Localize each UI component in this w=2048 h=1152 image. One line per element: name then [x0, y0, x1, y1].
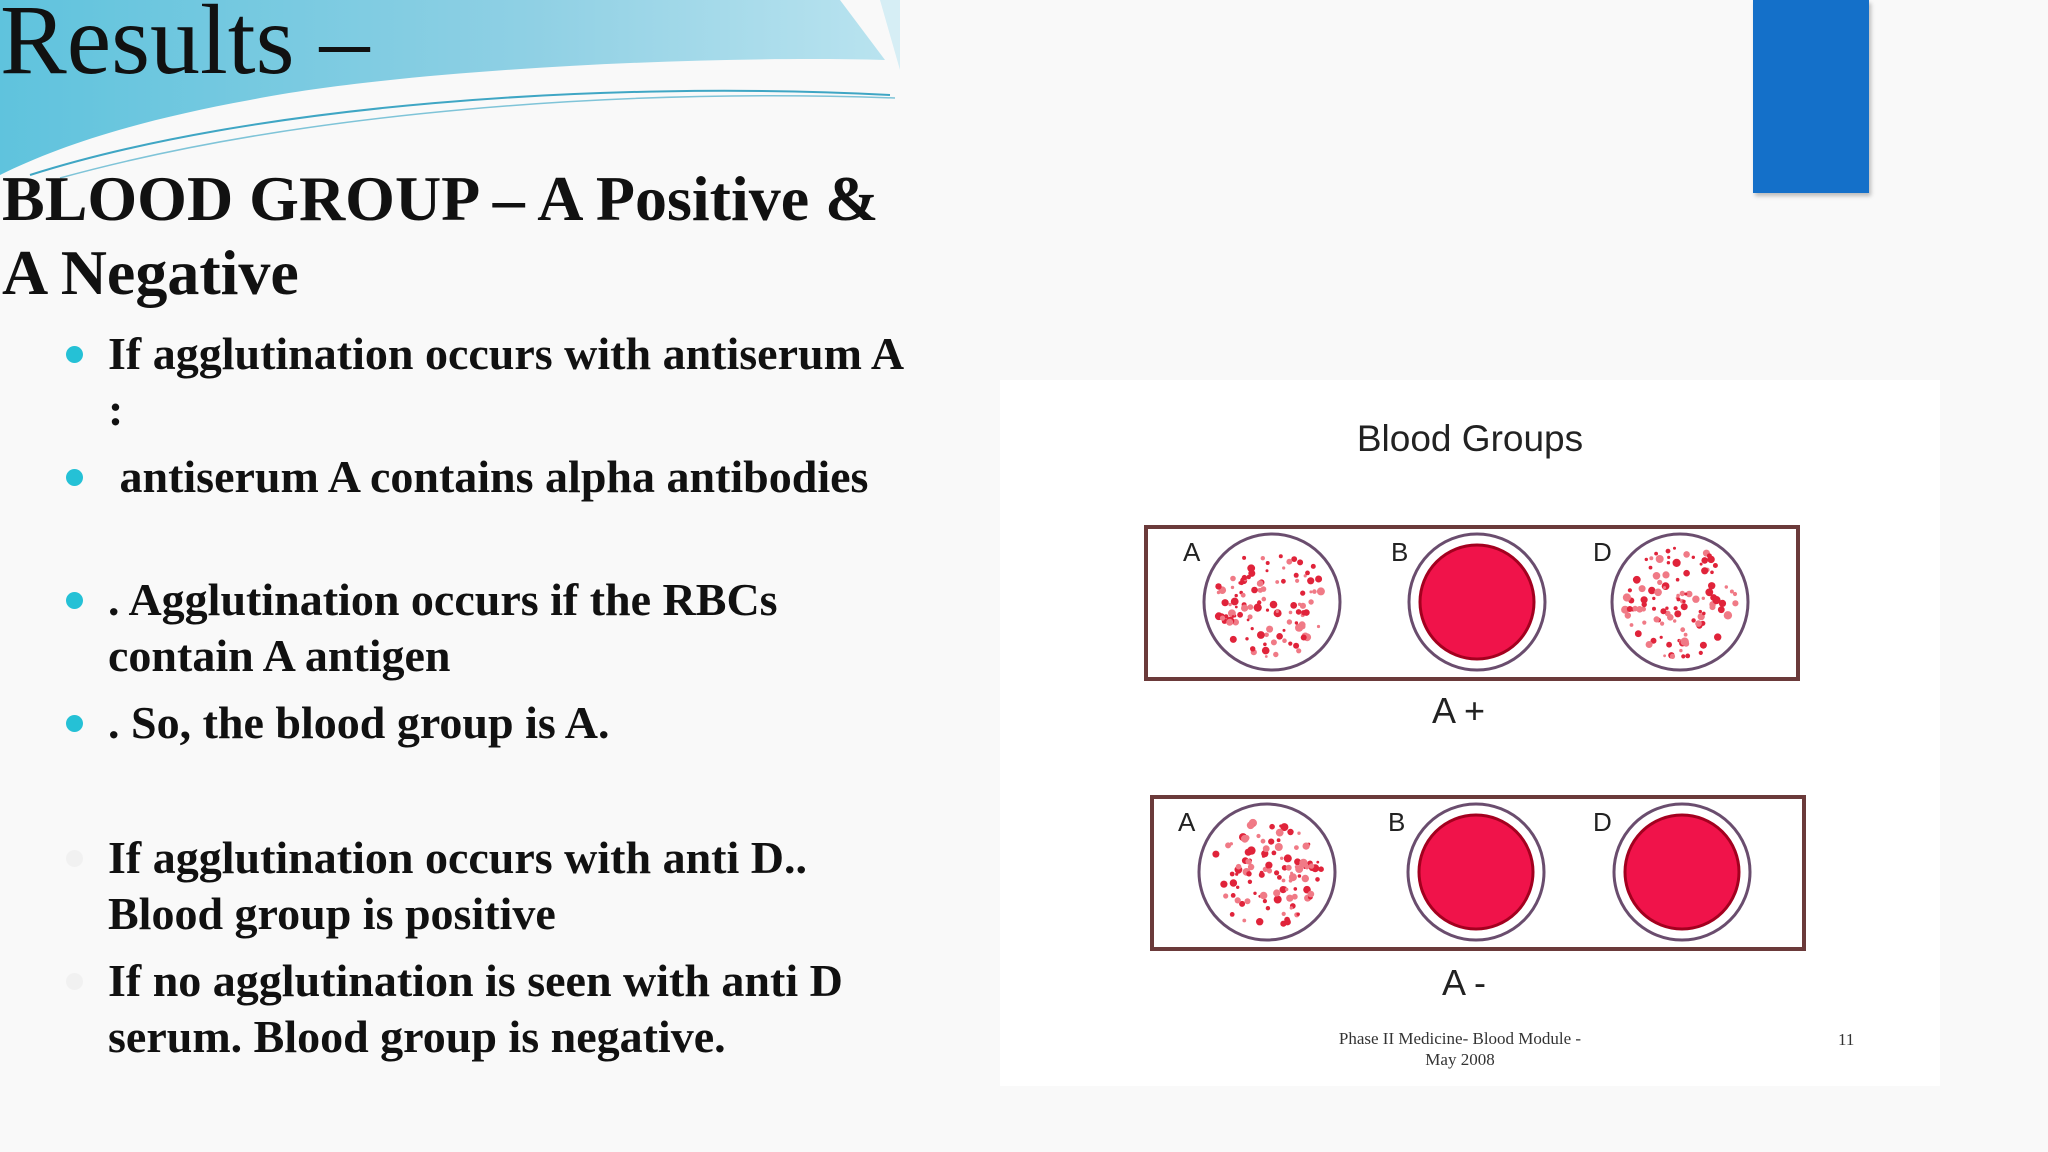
- agglutination-clump: [1256, 834, 1260, 838]
- agglutination-clump: [1289, 873, 1297, 881]
- agglutination-clump: [1298, 603, 1301, 606]
- agglutination-clump: [1692, 596, 1699, 603]
- agglutination-clump: [1309, 590, 1312, 593]
- agglutination-clump: [1646, 641, 1653, 648]
- figure-footer: [1300, 1028, 1620, 1070]
- agglutination-clump: [1714, 633, 1721, 640]
- agglutination-clump: [1262, 647, 1270, 655]
- agglutination-clump: [1695, 620, 1702, 627]
- well-label: A: [1183, 537, 1201, 567]
- agglutination-clump: [1317, 587, 1325, 595]
- agglutination-clump: [1247, 619, 1250, 622]
- agglutination-clump: [1247, 575, 1251, 579]
- agglutination-clump: [1236, 864, 1242, 870]
- agglutination-clump: [1280, 888, 1283, 891]
- agglutination-clump: [1241, 605, 1248, 612]
- agglutination-clump: [1315, 576, 1322, 583]
- agglutination-clump: [1273, 889, 1280, 896]
- agglutination-clump: [1702, 597, 1705, 600]
- agglutination-clump: [1287, 619, 1292, 624]
- agglutination-clump: [1276, 829, 1284, 837]
- uniform-red-cells: [1419, 815, 1533, 929]
- agglutination-clump: [1665, 607, 1668, 610]
- agglutination-clump: [1246, 871, 1251, 876]
- agglutination-clump: [1299, 621, 1306, 628]
- agglutination-clump: [1283, 629, 1286, 632]
- agglutination-clump: [1732, 600, 1738, 606]
- agglutination-clump: [1702, 612, 1706, 616]
- agglutination-clump: [1724, 611, 1732, 619]
- agglutination-clump: [1290, 602, 1297, 609]
- agglutination-clump: [1299, 859, 1307, 867]
- agglutination-clump: [1315, 877, 1320, 882]
- agglutination-clump: [1242, 575, 1247, 580]
- bullet-dot-icon: [66, 973, 83, 990]
- agglutination-clump: [1725, 585, 1728, 588]
- agglutination-clump: [1294, 887, 1298, 891]
- agglutination-clump: [1277, 875, 1282, 880]
- agglutination-clump: [1245, 637, 1248, 640]
- agglutination-clump: [1257, 631, 1265, 639]
- agglutination-clump: [1261, 839, 1266, 844]
- agglutination-clump: [1269, 824, 1275, 830]
- agglutination-clump: [1265, 862, 1272, 869]
- agglutination-clump: [1279, 554, 1283, 558]
- agglutination-clump: [1296, 609, 1302, 615]
- agglutination-clump: [1215, 583, 1221, 589]
- agglutination-clump: [1256, 918, 1263, 925]
- agglutination-clump: [1230, 912, 1235, 917]
- agglutination-clump: [1667, 556, 1670, 559]
- agglutination-clump: [1230, 636, 1237, 643]
- agglutination-clump: [1667, 614, 1674, 621]
- agglutination-clump: [1266, 906, 1270, 910]
- agglutination-clump: [1222, 599, 1229, 606]
- footer-line-2: May 2008: [1425, 1050, 1495, 1069]
- agglutination-clump: [1645, 558, 1648, 561]
- agglutination-clump: [1311, 564, 1316, 569]
- agglutination-clump: [1217, 591, 1220, 594]
- agglutination-clump: [1676, 578, 1680, 582]
- agglutination-clump: [1308, 891, 1315, 898]
- agglutination-clump: [1642, 602, 1647, 607]
- agglutination-clump: [1691, 618, 1695, 622]
- page-number: 11: [1838, 1030, 1855, 1049]
- agglutination-clump: [1251, 627, 1254, 630]
- agglutination-clump: [1237, 612, 1243, 618]
- agglutination-clump: [1242, 556, 1246, 560]
- agglutination-clump: [1701, 557, 1708, 564]
- agglutination-clump: [1294, 845, 1299, 850]
- agglutination-clump: [1232, 615, 1235, 618]
- agglutination-clump: [1630, 623, 1634, 627]
- agglutination-clump: [1286, 865, 1292, 871]
- bullet-dot-icon: [66, 850, 83, 867]
- slide-title: Results –: [0, 0, 370, 95]
- bullet-text: . Agglutination occurs if the RBCs contain A antigen: [108, 574, 778, 681]
- agglutination-clump: [1628, 588, 1632, 592]
- agglutination-clump: [1284, 919, 1291, 926]
- agglutination-clump: [1660, 622, 1664, 626]
- agglutination-clump: [1266, 561, 1270, 565]
- agglutination-clump: [1699, 651, 1703, 655]
- agglutination-clump: [1673, 559, 1681, 567]
- agglutination-clump: [1652, 597, 1655, 600]
- agglutination-clump: [1235, 897, 1241, 903]
- agglutination-clump: [1263, 899, 1267, 903]
- bullet-text: If agglutination occurs with antiserum A :: [108, 328, 902, 435]
- agglutination-clump: [1241, 593, 1246, 598]
- agglutination-clump: [1673, 619, 1676, 622]
- agglutination-clump: [1662, 571, 1669, 578]
- agglutination-clump: [1230, 872, 1235, 877]
- agglutination-clump: [1286, 559, 1292, 565]
- agglutination-clump: [1676, 594, 1680, 598]
- bullet-text: If no agglutination is seen with anti D serum. Blood group is negative.: [108, 955, 843, 1062]
- agglutination-clump: [1649, 566, 1653, 570]
- agglutination-clump: [1653, 572, 1661, 580]
- agglutination-clump: [1700, 563, 1703, 566]
- agglutination-clump: [1253, 892, 1256, 895]
- agglutination-clump: [1238, 581, 1241, 584]
- agglutination-clump: [1627, 606, 1633, 612]
- agglutination-clump: [1288, 642, 1292, 646]
- agglutination-clump: [1680, 591, 1685, 596]
- agglutination-clump: [1684, 593, 1687, 596]
- agglutination-clump: [1677, 597, 1681, 601]
- agglutination-clump: [1710, 571, 1714, 575]
- agglutination-clump: [1294, 573, 1299, 578]
- row-caption: A -: [1442, 962, 1487, 1003]
- agglutination-clump: [1257, 580, 1264, 587]
- agglutination-clump: [1654, 616, 1660, 622]
- agglutination-clump: [1300, 591, 1305, 596]
- agglutination-clump: [1271, 639, 1277, 645]
- agglutination-clump: [1223, 893, 1228, 898]
- uniform-red-cells: [1625, 815, 1739, 929]
- agglutination-clump: [1270, 601, 1278, 609]
- agglutination-clump: [1230, 576, 1236, 582]
- well-label: A: [1178, 807, 1196, 837]
- agglutination-clump: [1654, 589, 1662, 597]
- accent-bar: [1753, 0, 1869, 193]
- agglutination-clump: [1733, 592, 1737, 596]
- agglutination-clump: [1667, 561, 1670, 564]
- agglutination-clump: [1305, 571, 1310, 576]
- agglutination-clump: [1230, 842, 1233, 845]
- agglutination-clump: [1291, 556, 1297, 562]
- agglutination-clump: [1718, 606, 1725, 613]
- agglutination-clump: [1220, 616, 1225, 621]
- agglutination-clump: [1673, 547, 1676, 550]
- agglutination-clump: [1276, 610, 1279, 613]
- agglutination-clump: [1692, 556, 1695, 559]
- agglutination-clump: [1268, 839, 1274, 845]
- agglutination-clump: [1674, 610, 1681, 617]
- well-label: D: [1593, 537, 1612, 567]
- agglutination-clump: [1633, 576, 1641, 584]
- agglutination-clump: [1274, 870, 1279, 875]
- well-label: D: [1593, 807, 1612, 837]
- agglutination-clump: [1226, 619, 1233, 626]
- agglutination-clump: [1297, 832, 1300, 835]
- agglutination-clump: [1317, 625, 1320, 628]
- agglutination-clump: [1295, 579, 1299, 583]
- agglutination-clump: [1281, 579, 1286, 584]
- agglutination-clump: [1263, 845, 1270, 852]
- agglutination-clump: [1293, 643, 1299, 649]
- agglutination-clump: [1670, 654, 1675, 659]
- bullet-dot-icon: [66, 592, 83, 609]
- agglutination-clump: [1316, 861, 1319, 864]
- agglutination-clump: [1261, 556, 1265, 560]
- agglutination-clump: [1245, 898, 1251, 904]
- agglutination-clump: [1254, 604, 1262, 612]
- agglutination-clump: [1713, 563, 1718, 568]
- agglutination-clump: [1260, 892, 1268, 900]
- agglutination-clump: [1276, 633, 1283, 640]
- agglutination-clump: [1674, 606, 1678, 610]
- agglutination-clump: [1649, 556, 1653, 560]
- agglutination-clump: [1231, 893, 1236, 898]
- agglutination-clump: [1231, 598, 1239, 606]
- agglutination-clump: [1284, 854, 1292, 862]
- agglutination-clump: [1248, 864, 1254, 870]
- agglutination-clump: [1287, 829, 1293, 835]
- agglutination-clump: [1290, 906, 1293, 909]
- bullet-dot-icon: [66, 346, 83, 363]
- subtitle-line-2: A Negative: [2, 237, 299, 308]
- agglutination-clump: [1282, 566, 1285, 569]
- agglutination-clump: [1243, 835, 1249, 841]
- agglutination-clump: [1312, 589, 1317, 594]
- agglutination-clump: [1707, 556, 1714, 563]
- agglutination-clump: [1297, 559, 1303, 565]
- agglutination-clump: [1635, 630, 1642, 637]
- agglutination-clump: [1301, 610, 1306, 615]
- agglutination-clump: [1236, 886, 1239, 889]
- blood-groups-figure: [1000, 380, 1940, 1086]
- agglutination-clump: [1309, 863, 1314, 868]
- agglutination-clump: [1666, 642, 1672, 648]
- agglutination-clump: [1623, 593, 1631, 601]
- agglutination-clump: [1699, 610, 1702, 613]
- agglutination-clump: [1282, 638, 1287, 643]
- well-label: B: [1388, 807, 1406, 837]
- agglutination-clump: [1250, 646, 1255, 651]
- agglutination-clump: [1251, 587, 1258, 594]
- agglutination-clump: [1642, 621, 1646, 625]
- agglutination-clump: [1273, 652, 1278, 657]
- agglutination-clump: [1685, 654, 1690, 659]
- agglutination-clump: [1307, 577, 1314, 584]
- agglutination-clump: [1657, 580, 1662, 585]
- agglutination-clump: [1308, 599, 1313, 604]
- agglutination-clump: [1230, 879, 1237, 886]
- agglutination-clump: [1282, 879, 1286, 883]
- agglutination-clump: [1682, 600, 1685, 603]
- agglutination-clump: [1247, 846, 1255, 854]
- agglutination-clump: [1262, 597, 1267, 602]
- agglutination-clump: [1303, 843, 1310, 850]
- agglutination-clump: [1248, 880, 1252, 884]
- agglutination-clump: [1318, 866, 1324, 872]
- bullet-text: . So, the blood group is A.: [108, 697, 610, 748]
- footer-line-1: Phase II Medicine- Blood Module -: [1338, 1029, 1582, 1048]
- well-label: B: [1391, 537, 1409, 567]
- agglutination-clump: [1700, 642, 1707, 649]
- agglutination-clump: [1248, 604, 1254, 610]
- agglutination-clump: [1683, 551, 1690, 558]
- bullet-dot-icon: [66, 469, 83, 486]
- agglutination-clump: [1275, 580, 1279, 584]
- agglutination-clump: [1302, 875, 1309, 882]
- row-caption: A +: [1432, 690, 1486, 731]
- uniform-red-cells: [1420, 545, 1534, 659]
- subtitle-line-1: BLOOD GROUP – A Positive &: [2, 163, 879, 234]
- agglutination-clump: [1292, 894, 1298, 900]
- agglutination-clump: [1660, 636, 1663, 639]
- slide-subtitle: [2, 162, 902, 310]
- agglutination-clump: [1212, 851, 1219, 858]
- agglutination-clump: [1681, 654, 1685, 658]
- agglutination-clump: [1298, 874, 1302, 878]
- agglutination-clump: [1235, 873, 1238, 876]
- agglutination-clump: [1231, 586, 1234, 589]
- agglutination-clump: [1279, 825, 1282, 828]
- agglutination-clump: [1235, 594, 1238, 597]
- agglutination-clump: [1274, 896, 1282, 904]
- agglutination-clump: [1652, 607, 1656, 611]
- agglutination-clump: [1275, 843, 1283, 851]
- agglutination-clump: [1260, 871, 1264, 875]
- agglutination-clump: [1247, 822, 1255, 830]
- agglutination-clump: [1262, 855, 1265, 858]
- agglutination-clump: [1263, 643, 1267, 647]
- agglutination-clump: [1285, 888, 1288, 891]
- agglutination-clump: [1639, 585, 1646, 592]
- agglutination-clump: [1242, 919, 1246, 923]
- agglutination-clump: [1684, 633, 1688, 637]
- agglutination-clump: [1297, 913, 1300, 916]
- agglutination-clump: [1662, 582, 1670, 590]
- agglutination-clump: [1289, 611, 1293, 615]
- agglutination-clump: [1708, 582, 1715, 589]
- agglutination-clump: [1220, 881, 1227, 888]
- agglutination-clump: [1681, 603, 1688, 610]
- agglutination-clump: [1632, 606, 1638, 612]
- agglutination-clump: [1282, 912, 1286, 916]
- agglutination-clump: [1272, 851, 1277, 856]
- agglutination-clump: [1712, 596, 1720, 604]
- bullet-text: If agglutination occurs with anti D.. Blood group is positive: [108, 832, 807, 939]
- agglutination-clump: [1265, 655, 1268, 658]
- agglutination-clump: [1679, 649, 1682, 652]
- agglutination-clump: [1266, 569, 1269, 572]
- agglutination-clump: [1666, 549, 1671, 554]
- agglutination-clump: [1663, 586, 1666, 589]
- bullet-text: antiserum A contains alpha antibodies: [108, 451, 869, 502]
- agglutination-clump: [1625, 612, 1631, 618]
- agglutination-clump: [1266, 626, 1273, 633]
- agglutination-clump: [1235, 606, 1238, 609]
- agglutination-clump: [1267, 868, 1272, 873]
- agglutination-clump: [1266, 609, 1269, 612]
- bullet-dot-icon: [66, 715, 83, 732]
- agglutination-clump: [1701, 567, 1708, 574]
- agglutination-clump: [1654, 552, 1658, 556]
- agglutination-clump: [1280, 857, 1283, 860]
- agglutination-clump: [1680, 627, 1685, 632]
- agglutination-clump: [1301, 635, 1307, 641]
- agglutination-clump: [1683, 570, 1690, 577]
- agglutination-clump: [1277, 838, 1281, 842]
- agglutination-clump: [1295, 621, 1298, 624]
- agglutination-clump: [1258, 588, 1261, 591]
- agglutination-clump: [1663, 654, 1666, 657]
- agglutination-clump: [1296, 648, 1301, 653]
- agglutination-clump: [1681, 638, 1689, 646]
- agglutination-clump: [1264, 633, 1269, 638]
- agglutination-clump: [1656, 555, 1664, 563]
- figure-title: Blood Groups: [1356, 418, 1584, 459]
